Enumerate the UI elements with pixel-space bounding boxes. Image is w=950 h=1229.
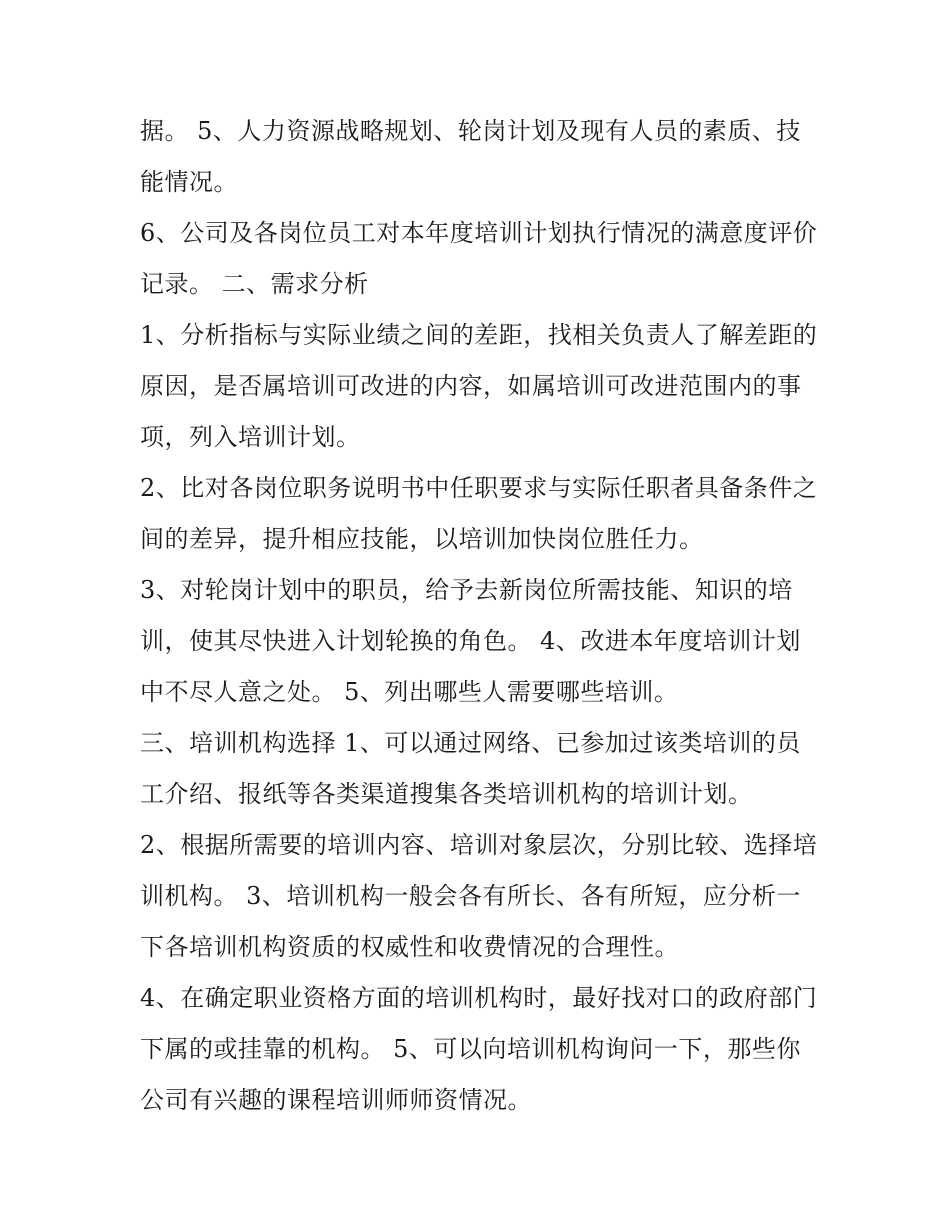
paragraph-2: 6、公司及各岗位员工对本年度培训计划执行情况的满意度评价记录。 二、需求分析: [140, 219, 818, 298]
document-body: [140, 106, 820, 1126]
paragraph-6: 三、培训机构选择 1、可以通过网络、已参加过该类培训的员工介绍、报纸等各类渠道搜集各类培训机构的培训计划。: [140, 729, 801, 808]
paragraph-8: 4、在确定职业资格方面的培训机构时，最好找对口的政府部门下属的或挂靠的机构。 5、可以向培训机构询问一下，那些你公司有兴趣的课程培训师师资情况。: [140, 984, 818, 1114]
paragraph-1: 据。 5、人力资源战略规划、轮岗计划及现有人员的素质、技能情况。: [140, 117, 801, 196]
paragraph-3: 1、分析指标与实际业绩之间的差距，找相关负责人了解差距的原因，是否属培训可改进的内容，如属培训可改进范围内的事项，列入培训计划。: [140, 321, 818, 451]
paragraph-7: 2、根据所需要的培训内容、培训对象层次，分别比较、选择培训机构。 3、培训机构一般会各有所长、各有所短，应分析一下各培训机构资质的权威性和收费情况的合理性。: [140, 831, 818, 961]
paragraph-5: 3、对轮岗计划中的职员，给予去新岗位所需技能、知识的培训，使其尽快进入计划轮换的角色。 4、改进本年度培训计划中不尽人意之处。 5、列出哪些人需要哪些培训。: [140, 576, 801, 706]
paragraph-4: 2、比对各岗位职务说明书中任职要求与实际任职者具备条件之间的差异，提升相应技能，以培训加快岗位胜任力。: [140, 474, 818, 553]
